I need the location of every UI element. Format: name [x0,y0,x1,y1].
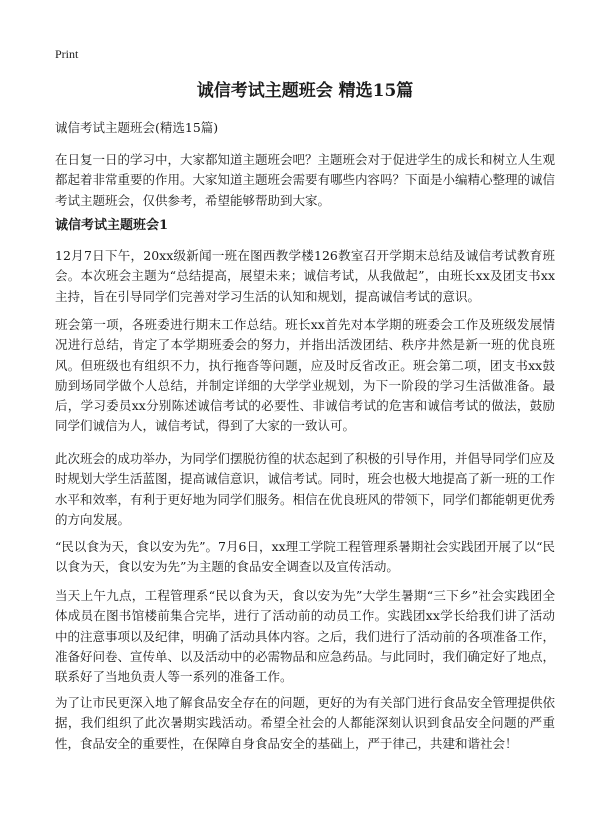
page-title: 诚信考试主题班会 精选15篇 [196,81,414,101]
body-paragraph-2: 班会第一项，各班委进行期末工作总结。班长xx首先对本学期的班委会工作及班级发展情况进行总结，肯定了本学期班委会的努力，并指出活泼团结、秩序井然是新一班的优良班风。但班级也有组织不力，执行拖沓等问题，应及时反省改正。班会第二项，团支书xx鼓励到场同学做个人总结，并制定详细的大学学业规划，为下一阶段的学习生活做准备。最后，学习委员xx分别陈述诚信考试的必要性、非诚信考试的危害和诚信考试的做法，鼓励同学们诚信为人，诚信考试，得到了大家的一致认可。 [55,317,555,434]
section-heading: 诚信考试主题班会1 [55,218,169,233]
body-paragraph-4: “民以食为天，食以安为先”。7月6日，xx理工学院工程管理系暑期社会实践团开展了以“民以食为天，食以安为先”为主题的食品安全调查以及宣传活动。 [55,539,555,575]
body-paragraph-5: 当天上午九点，工程管理系“民以食为天，食以安为先”大学生暑期“三下乡”社会实践团全体成员在图书馆楼前集合完毕，进行了活动前的动员工作。实践团xx学长给我们讲了活动中的注意事项以及纪律，明确了活动具体内容。之后，我们进行了活动前的各项准备工作，准备好问卷、宣传单、以及活动中的必需物品和应急药品。与此同时，我们确定好了地点，联系好了当地负责人等一系列的准备工作。 [55,588,556,685]
document-subtitle: 诚信考试主题班会(精选15篇) [55,120,219,135]
body-paragraph-1: 12月7日下午，20xx级新闻一班在图西教学楼126教室召开学期末总结及诚信考试教育班会。本次班会主题为“总结提高，展望未来；诚信考试，从我做起”，由班长xx及团支书xx主持，旨在引导同学们完善对学习生活的认知和规划，提高诚信考试的意识。 [55,248,555,304]
body-paragraph-3: 此次班会的成功举办，为同学们摆脱彷徨的状态起到了积极的引导作用，并倡导同学们应及时规划大学生活蓝图，提高诚信意识，诚信考试。同时，班会也极大地提高了新一班的工作水平和效率，有利于更好地为同学们服务。相信在优良班风的带领下，同学们都能朝更优秀的方向发展。 [55,451,556,527]
body-paragraph-6: 为了让市民更深入地了解食品安全存在的问题，更好的为有关部门进行食品安全管理提供依据，我们组织了此次暑期实践活动。希望全社会的人都能深刻认识到食品安全问题的严重性，食品安全的重要性，在保障自身食品安全的基础上，严于律己，共建和谐社会！ [55,695,556,751]
print-link[interactable]: Print [55,47,79,61]
intro-paragraph: 在日复一日的学习中，大家都知道主题班会吧？主题班会对于促进学生的成长和树立人生观都起着非常重要的作用。大家知道主题班会需要有哪些内容吗？下面是小编精心整理的诚信考试主题班会，仅供参考，希望能够帮助到大家。 [55,152,556,208]
